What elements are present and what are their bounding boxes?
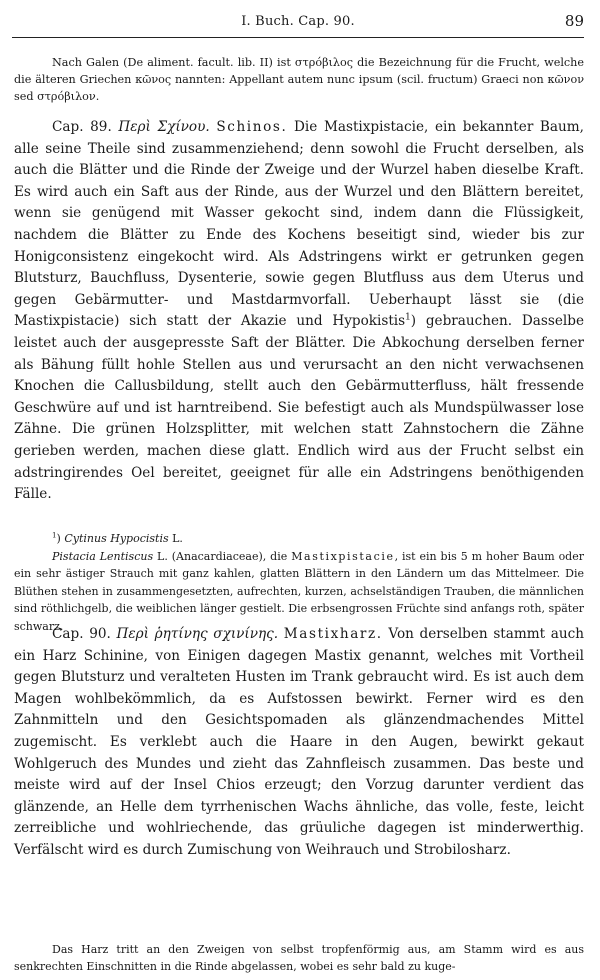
footnote-1: $^1$) Cytinus Hypocistis L. [52,530,183,545]
footnote-1-mark: 1 [52,530,57,540]
page-header [12,10,584,36]
chapter-89-text: Die Mastixpistacie, ein bekannter Baum, alle seine Theile sind zusammenziehend; denn sowohl die Frucht derselben, als auch die Blätter und die Rinde der Zweige und der Wurzel haben dieselbe Kraft. Es wird auch ein Saft aus der Rinde, aus der Wurzel und den Blättern bereitet, wenn sie genügend mit Wasser gekocht sind, indem dann die Flüssigkeit, nachdem die Blätter zu Ende des Kochens beseitigt sind, wieder bis zur Honigconsistenz eingekocht wird. Als Adstringens wirkt er getrunken gegen Blutsturz, Bauchfluss, Dysenterie, sowie gegen Blutfluss aus dem Uterus und gegen Gebärmutter- und Mastdarmvorfall. Ueberhaupt lässt sie (die Mastixpistacie) sich statt der Akazie und Hypokistis [14,119,584,330]
chapter-89-label: Cap. 89. [52,119,112,135]
note-resin [14,941,584,976]
chapter-90-text: Von derselben stammt auch ein Harz Schinine, von Einigen dagegen Mastix genannt, welches mit Vortheil gegen Blutsturz und veralteten Husten im Trank gebraucht wird. Es ist auch dem Magen wohlbekömmlich, da es Aufstossen bewirkt. Ferner wird es den Zahnmitteln und den Gesichtspomaden als glänzendmachendes Mittel zugemischt. Es verklebt auch die Haare in den Augen, bewirkt gekaut Wohlgeruch des Mundes und zieht das Zahnfleisch zusammen. Das beste und meiste wird auf der Insel Chios erzeugt; den Vorzug darunter verdient das glänzende, an Helle dem tyrrhenischen Wachs ähnliche, das volle, feste, leicht zerreibliche und wohlriechende, das grüuliche dagegen ist minderwerthig. Verfälscht wird es durch Zumischung von Weihrauch und Strobilosharz. [14,626,585,858]
footnotes-89 [14,530,584,636]
chapter-90-name: Mastixharz. [283,626,383,642]
botanical-species-author: L. (Anacardiaceae), die [153,549,292,563]
header-rule [12,37,584,38]
chapter-89-name: Schinos. [216,119,288,135]
botanical-note [14,548,584,636]
botanical-species: Pistacia Lentiscus [52,549,154,563]
note-resin-text: Das Harz tritt an den Zweigen von selbst tropfenförmig aus, am Stamm wird es aus senkrechten Einschnitten in die Rinde abgelassen, wobei es sehr bald zu kuge- [14,943,584,974]
botanical-common-name: Mastixpistacie [291,549,395,563]
botanical-text: , ist ein bis 5 m hoher Baum oder ein sehr ästiger Strauch mit ganz kahlen, glatten Blättern in den Ländern um das Mittelmeer. Die Blüthen stehen in zusammengesetzten, aufrechten, kurzen, achselständigen Trauben, die männlichen sind röthlichgelb, die weiblichen länger gestielt. Die erbsengrossen Früchte sind anfangs roth, später schwarz. [14,549,584,633]
chapter-90-greek-title: Περὶ ῥητίνης σχινίνης. [116,626,279,642]
page-number: 89 [564,12,584,30]
note-galen-text: Nach Galen (De aliment. facult. lib. II) ist στρόβιλος die Bezeichnung für die Frucht, welche die älteren Griechen κῶνος nannten: Appellant autem nunc ipsum (scil. fructum) Graeci non κῶνον sed στρόβιλον. [14,56,584,104]
chapter-90-paragraph [14,624,584,862]
footnote-1-author: L. [168,532,183,545]
running-head: I. Buch. Cap. 90. [241,14,355,29]
chapter-89 [14,117,584,506]
footnote-ref-1: 1 [405,312,411,323]
note-galen [14,54,584,106]
chapter-90-label: Cap. 90. [52,626,111,642]
footnote-1-plant: Cytinus Hypocistis [64,532,169,545]
chapter-89-greek-title: Περὶ Σχίνου. [118,119,210,135]
chapter-89-paragraph [14,117,584,506]
chapter-90 [14,624,584,862]
chapter-89-text-end: ) gebrauchen. Dasselbe leistet auch der ausgepresste Saft der Blätter. Die Abkochung derselben ferner als Bähung füllt hohle Stellen aus und verursacht an den nicht verwachsenen Knochen die Callusbildung, stellt auch den Gebärmutterfluss, hält fressende Geschwüre auf und ist harntreibend. Sie befestigt auch als Mundspülwasser lose Zähne. Die grünen Holzsplitter, mit welchen statt Zahnstochern die Zähne gerieben werden, machen diese glatt. Endlich wird aus der Frucht selbst ein adstringirendes Oel bereitet, geeignet für alle ein Adstringens benöthigenden Fälle. [14,313,584,503]
